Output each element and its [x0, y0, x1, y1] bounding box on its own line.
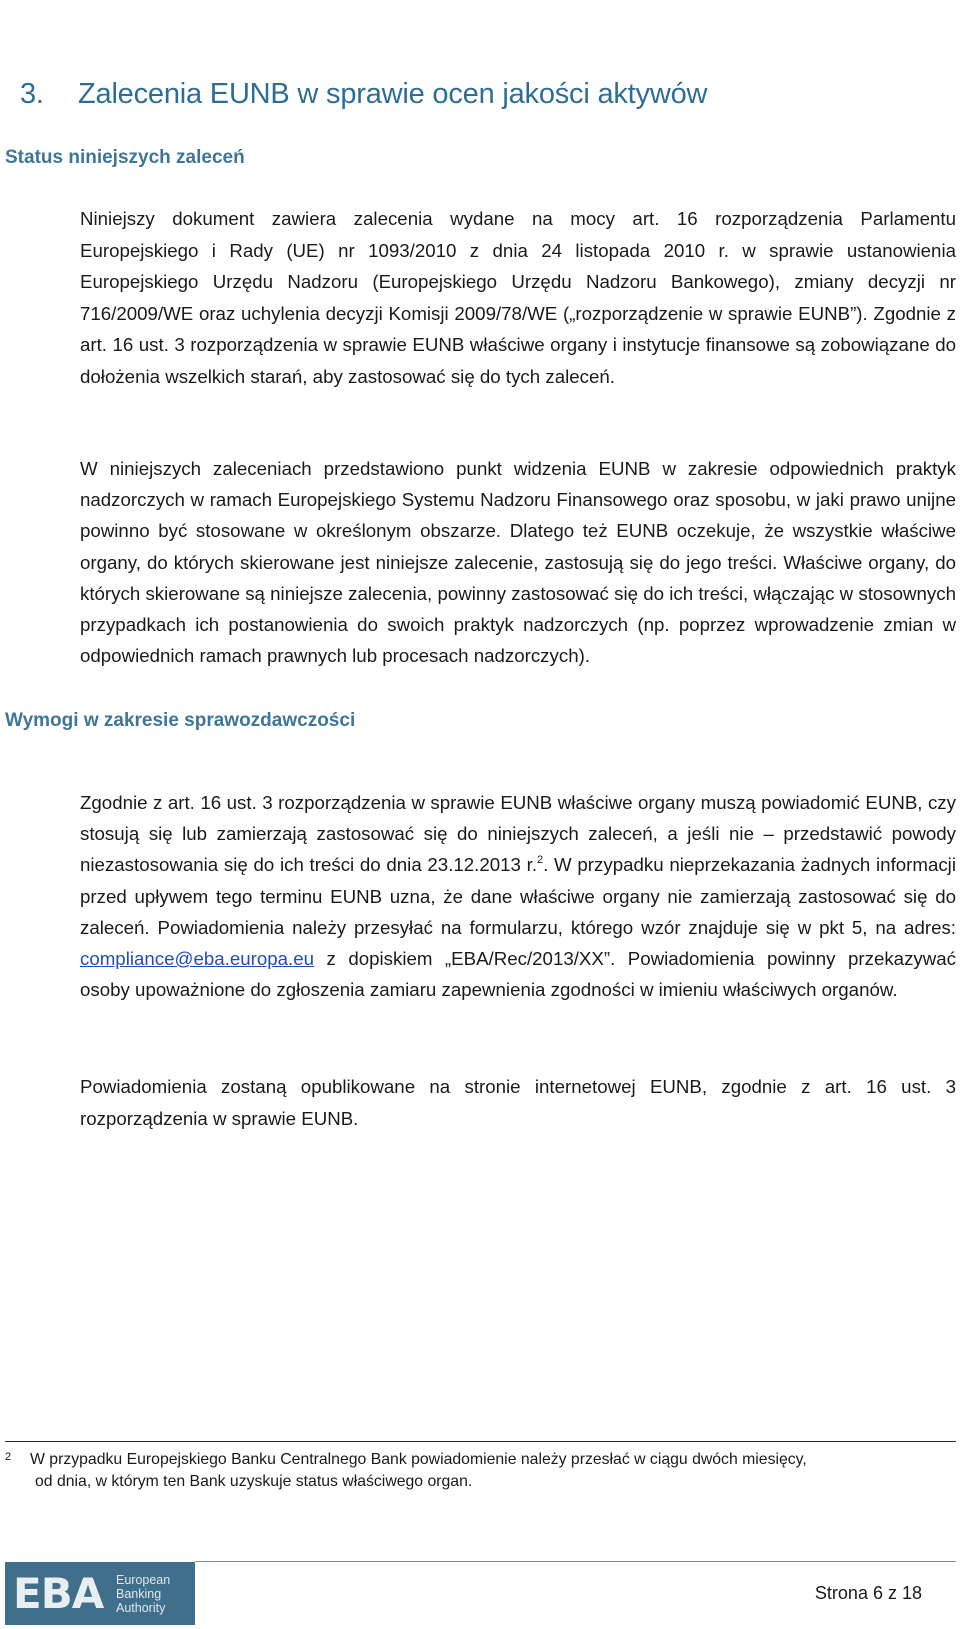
footnote-line-2: od dnia, w którym ten Bank uzyskuje status właściwego organ. [35, 1473, 473, 1490]
reporting-text-b: . W przypadku nieprzekazania żadnych informacji przed upływem tego terminu EUNB uzna, że dane właściwe organy nie zamierzają zastosować się do zaleceń. Powiadomienia należy przesyłać na formularzu, którego wzór znajduje się w pkt 5, na adres: [80, 854, 956, 938]
section-heading [20, 78, 707, 111]
eba-logo-mark: EBA [13, 1569, 104, 1618]
footer-divider [195, 1561, 956, 1562]
status-paragraph-2: W niniejszych zaleceniach przedstawiono punkt widzenia EUNB w zakresie odpowiednich praktyk nadzorczych w ramach Europejskiego Systemu Nadzoru Finansowego oraz sposobu, w jaki prawo unijne powinno być stosowane w określonym obszarze. Dlatego też EUNB oczekuje, że wszystkie właściwe organy, do których skierowane jest niniejsze zalecenie, zastosują się do jego treści. Właściwe organy, do których skierowane są niniejsze zalecenia, powinny zastosować się do ich treści, włączając w stosownych przypadkach ich postanowienia do swoich praktyk nadzorczych (np. poprzez wprowadzenie zmian w odpowiednich ramach prawnych lub procesach nadzorczych). [80, 458, 956, 667]
compliance-email-link[interactable]: compliance@eba.europa.eu [80, 948, 315, 970]
footnote-number: 2 [5, 1451, 12, 1463]
logo-line-2: Banking [116, 1586, 162, 1601]
reporting-text-a: Zgodnie z art. 16 ust. 3 rozporządzenia w sprawie EUNB właściwe organy muszą powiadomić EUNB, czy stosują się lub zamierzają zastosować się do niniejszych zaleceń, a jeśli nie – przedstawić powody niezastosowania się do ich treści do dnia 23.12.2013 r. [80, 792, 956, 876]
section-title: Zalecenia EUNB w sprawie ocen jakości aktywów [78, 78, 708, 110]
reporting-paragraph-2: Powiadomienia zostaną opublikowane na stronie internetowej EUNB, zgodnie z art. 16 ust. 3 rozporządzenia w sprawie EUNB. [80, 1076, 956, 1129]
status-subheading: Status niniejszych zaleceń [5, 147, 245, 168]
reporting-subheading: Wymogi w zakresie sprawozdawczości [5, 710, 356, 731]
logo-line-3: Authority [116, 1600, 166, 1615]
page-number: Strona 6 z 18 [814, 1583, 922, 1603]
footnote-divider [5, 1441, 956, 1442]
eba-logo [5, 1562, 195, 1625]
status-paragraph-1: Niniejszy dokument zawiera zalecenia wydane na mocy art. 16 rozporządzenia Parlamentu Europejskiego i Rady (UE) nr 1093/2010 z dnia 24 listopada 2010 r. w sprawie ustanowienia Europejskiego Urzędu Nadzoru (Europejskiego Urzędu Nadzoru Bankowego), zmiany decyzji nr 716/2009/WE oraz uchylenia decyzji Komisji 2009/78/WE („rozporządzenie w sprawie EUNB”). Zgodnie z art. 16 ust. 3 rozporządzenia w sprawie EUNB właściwe organy i instytucje finansowe są zobowiązane do dołożenia wszelkich starań, aby zastosować się do tych zaleceń. [80, 208, 956, 387]
eba-logo-text [116, 1573, 170, 1615]
footnote-line-1: W przypadku Europejskiego Banku Centralnego Bank powiadomienie należy przesłać w ciągu dwóch miesięcy, [30, 1451, 807, 1468]
footnote [5, 1449, 956, 1493]
reporting-paragraph-1 [80, 787, 956, 1005]
footnote-reference[interactable]: 2 [537, 854, 544, 867]
reporting-text-c: z dopiskiem „EBA/Rec/2013/XX”. Powiadomienia powinny przekazywać osoby upoważnione do zgłoszenia zamiaru zapewnienia zgodności w imieniu właściwych organów. [80, 948, 956, 1001]
logo-line-1: European [116, 1572, 171, 1587]
section-number: 3. [20, 78, 44, 110]
